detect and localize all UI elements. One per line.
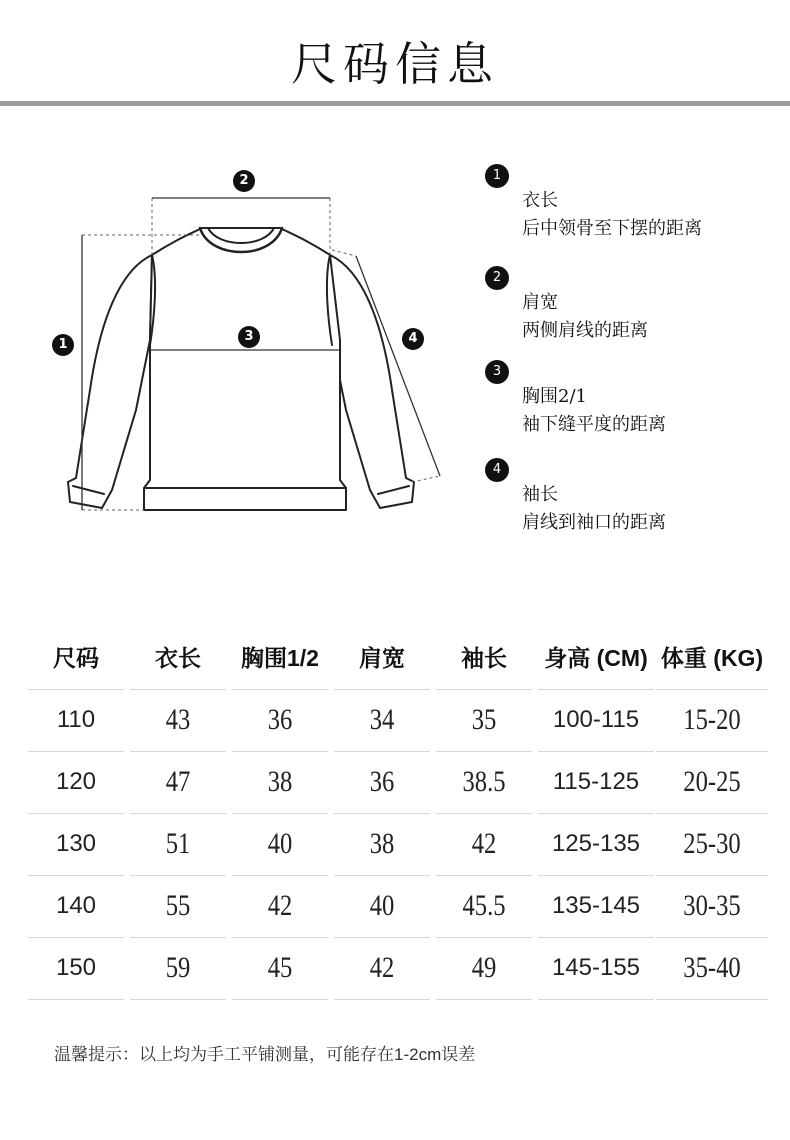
legend-description: 袖下缝平度的距离: [522, 414, 666, 435]
cell-size: 120: [55, 768, 97, 795]
cell-size: 140: [55, 892, 97, 919]
table-header-row: [28, 628, 768, 690]
legend-title: 胸围2/1: [522, 386, 587, 407]
legend-description: 肩线到袖口的距离: [522, 512, 666, 533]
cell-weight: 25-30: [683, 827, 741, 860]
legend-title: 袖长: [522, 484, 558, 505]
table-row: [28, 752, 768, 814]
cell-size: 110: [56, 706, 96, 733]
shoulder-marker: 2: [233, 170, 255, 192]
cell-weight: 30-35: [683, 889, 741, 922]
legend-number: 4: [485, 458, 509, 482]
left-sleeve: [68, 255, 152, 508]
cell-chest: 38: [267, 765, 293, 798]
table-row: [28, 690, 768, 752]
table-row: [28, 876, 768, 938]
right-sleeve: [330, 255, 414, 508]
cell-length: 47: [165, 765, 191, 798]
cell-chest: 36: [267, 703, 293, 736]
cell-weight: 20-25: [683, 765, 741, 798]
chest-marker: 3: [238, 326, 260, 348]
legend-number: 1: [485, 164, 509, 188]
cell-shoulder: 36: [369, 765, 395, 798]
legend-number: 2: [485, 266, 509, 290]
sweater-diagram: [40, 160, 480, 540]
cell-height: 135-145: [551, 892, 641, 919]
sleeve-marker: 4: [402, 328, 424, 350]
cell-length: 43: [165, 703, 191, 736]
cell-shoulder: 34: [369, 703, 395, 736]
cell-weight: 15-20: [683, 703, 741, 736]
legend-title: 肩宽: [522, 292, 558, 313]
header-shoulder: 肩宽: [359, 645, 405, 671]
cell-length: 51: [165, 827, 191, 860]
measurement-note: 温馨提示：以上均为手工平铺测量，可能存在1-2cm误差: [54, 1045, 476, 1064]
header-chest: 胸围1/2: [241, 645, 319, 671]
cell-height: 125-135: [551, 830, 641, 857]
cell-size: 130: [55, 830, 97, 857]
legend-description: 后中领骨至下摆的距离: [522, 218, 702, 239]
cell-sleeve: 42: [471, 827, 497, 860]
legend-title: 衣长: [522, 190, 558, 211]
cell-height: 145-155: [551, 954, 641, 981]
cell-shoulder: 38: [369, 827, 395, 860]
cell-chest: 45: [267, 951, 293, 984]
cell-sleeve: 45.5: [462, 889, 506, 922]
legend-number: 3: [485, 360, 509, 384]
header-length: 衣长: [155, 645, 201, 671]
header-weight: 体重 (KG): [660, 645, 764, 671]
cell-size: 150: [55, 954, 97, 981]
cell-sleeve: 38.5: [462, 765, 506, 798]
cell-weight: 35-40: [683, 951, 741, 984]
body: [144, 228, 346, 510]
header-height: 身高 (CM): [544, 645, 648, 671]
length-marker: 1: [52, 334, 74, 356]
cell-sleeve: 35: [471, 703, 497, 736]
table-row: [28, 938, 768, 1000]
cell-sleeve: 49: [471, 951, 497, 984]
legend-description: 两侧肩线的距离: [522, 320, 648, 341]
cell-chest: 42: [267, 889, 293, 922]
header-size: 尺码: [53, 645, 99, 671]
cell-height: 100-115: [552, 706, 640, 733]
header-sleeve: 袖长: [461, 645, 507, 671]
cell-shoulder: 42: [369, 951, 395, 984]
cell-shoulder: 40: [369, 889, 395, 922]
table-row: [28, 814, 768, 876]
cell-chest: 40: [267, 827, 293, 860]
cell-length: 59: [165, 951, 191, 984]
page-title: 尺码信息: [291, 37, 499, 91]
title-divider: [0, 101, 790, 106]
cell-height: 115-125: [552, 768, 640, 795]
sweater-illustration: [40, 160, 480, 540]
cell-length: 55: [165, 889, 191, 922]
